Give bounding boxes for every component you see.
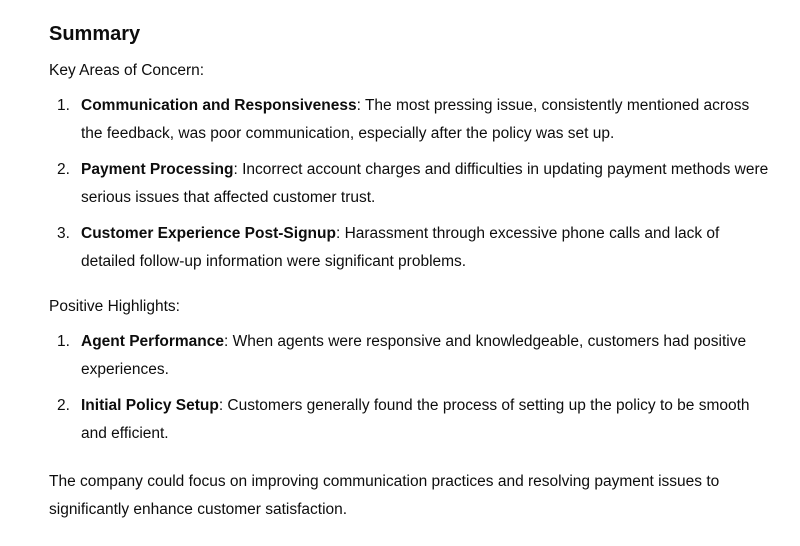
list-item <box>49 92 769 148</box>
summary-response <box>49 20 769 540</box>
list-item-text: : The most pressing issue, consistently mentioned across the feedback, was poor communication, especially after the policy was set up. <box>81 97 750 142</box>
list-item-text: : Incorrect account charges and difficulties in updating payment methods were serious issues that affected customer trust. <box>81 161 769 206</box>
list-item <box>49 220 769 276</box>
list-item <box>49 156 769 212</box>
conclusion-paragraph: The company could focus on improving communication practices and resolving payment issues to significantly enhance customer satisfaction. <box>49 473 720 518</box>
list-item <box>49 328 769 384</box>
list-item-text: : When agents were responsive and knowledgeable, customers had positive experiences. <box>81 333 747 378</box>
list-item-term: Payment Processing <box>81 161 234 178</box>
list-item-number: 2. <box>57 397 70 414</box>
list-item-term: Initial Policy Setup <box>81 397 219 414</box>
list-item <box>49 392 769 448</box>
list-item-number: 1. <box>57 333 70 350</box>
positives-heading: Positive Highlights: <box>49 298 180 315</box>
concerns-list <box>49 92 769 276</box>
summary-title: Summary <box>49 23 141 45</box>
list-item-term: Communication and Responsiveness <box>81 97 357 114</box>
list-item-number: 2. <box>57 161 70 178</box>
list-item-text: : Customers generally found the process of setting up the policy to be smooth and efficient. <box>81 397 750 442</box>
list-item-text: : Harassment through excessive phone calls and lack of detailed follow-up information were significant problems. <box>81 225 720 270</box>
list-item-term: Agent Performance <box>81 333 224 350</box>
positives-list <box>49 328 769 448</box>
concerns-heading: Key Areas of Concern: <box>49 62 205 79</box>
list-item-number: 3. <box>57 225 70 242</box>
list-item-number: 1. <box>57 97 70 114</box>
list-item-term: Customer Experience Post-Signup <box>81 225 336 242</box>
